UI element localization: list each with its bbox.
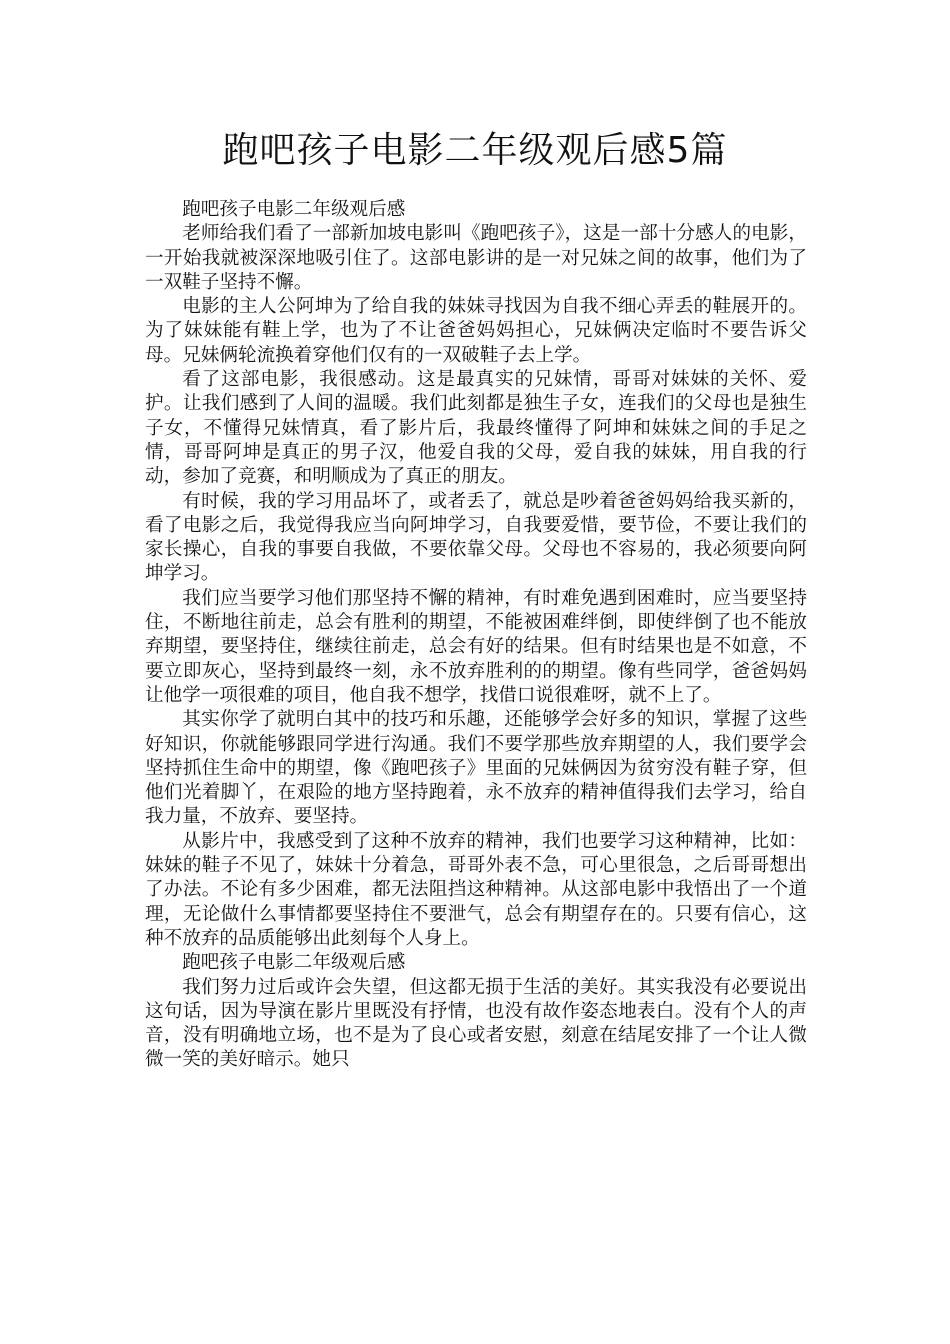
body-paragraph: 老师给我们看了一部新加坡电影叫《跑吧孩子》，这是一部十分感人的电影，一开始我就被深深地吸引住了。这部电影讲的是一对兄妹之间的故事，他们为了一双鞋子坚持不懈。	[145, 223, 807, 293]
document-title: 跑吧孩子电影二年级观后感5篇	[222, 130, 728, 171]
section-heading: 跑吧孩子电影二年级观后感	[182, 199, 406, 220]
body-paragraph: 其实你学了就明白其中的技巧和乐趣，还能够学会好多的知识，掌握了这些好知识，你就能够跟同学进行沟通。我们不要学那些放弃期望的人，我们要学会坚持抓住生命中的期望，像《跑吧孩子》里面的兄妹俩因为贫穷没有鞋子穿，但他们光着脚丫，在艰险的地方坚持跑着，永不放弃的精神值得我们去学习，给自我力量，不放弃、要坚持。	[145, 709, 807, 828]
body-paragraph: 看了这部电影，我很感动。这是最真实的兄妹情，哥哥对妹妹的关怀、爱护。让我们感到了人间的温暖。我们此刻都是独生子女，连我们的父母也是独生子女，不懂得兄妹情真，看了影片后，我最终懂得了阿坤和妹妹之间的手足之情，哥哥阿坤是真正的男子汉，他爱自我的父母，爱自我的妹妹，用自我的行动，参加了竞赛，和明顺成为了真正的朋友。	[145, 369, 807, 488]
body-paragraph: 电影的主人公阿坤为了给自我的妹妹寻找因为自我不细心弄丢的鞋展开的。为了妹妹能有鞋上学，也为了不让爸爸妈妈担心，兄妹俩决定临时不要告诉父母。兄妹俩轮流换着穿他们仅有的一双破鞋子去上学。	[145, 296, 807, 366]
body-paragraph: 从影片中，我感受到了这种不放弃的精神，我们也要学习这种精神，比如：妹妹的鞋子不见了，妹妹十分着急，哥哥外表不急，可心里很急，之后哥哥想出了办法。不论有多少困难，都无法阻挡这种精神。从这部电影中我悟出了一个道理，无论做什么事情都要坚持住不要泄气，总会有期望存在的。只要有信心，这种不放弃的品质能够出此刻每个人身上。	[145, 830, 807, 949]
body-paragraph: 我们应当要学习他们那坚持不懈的精神，有时难免遇到困难时，应当要坚持住，不断地往前走，总会有胜利的期望，不能被困难绊倒，即使绊倒了也不能放弃期望，要坚持住，继续往前走，总会有好的结果。但有时结果也是不如意，不要立即灰心，坚持到最终一刻，永不放弃胜利的的期望。像有些同学，爸爸妈妈让他学一项很难的项目，他自我不想学，找借口说很难呀，就不上了。	[145, 587, 807, 706]
section-heading: 跑吧孩子电影二年级观后感	[182, 952, 406, 974]
body-paragraph: 有时候，我的学习用品坏了，或者丢了，就总是吵着爸爸妈妈给我买新的，看了电影之后，我觉得我应当向阿坤学习，自我要爱惜，要节俭，不要让我们的家长操心，自我的事要自我做，不要依靠父母。父母也不容易的，我必须要向阿坤学习。	[145, 490, 807, 585]
body-paragraph: 我们努力过后或许会失望，但这都无损于生活的美好。其实我没有必要说出这句话，因为导演在影片里既没有抒情，也没有故作姿态地表白。没有个人的声音，没有明确地立场，也不是为了良心或者安慰，刻意在结尾安排了一个让人微微一笑的美好暗示。她只	[145, 976, 807, 1071]
document-body	[145, 198, 807, 1073]
